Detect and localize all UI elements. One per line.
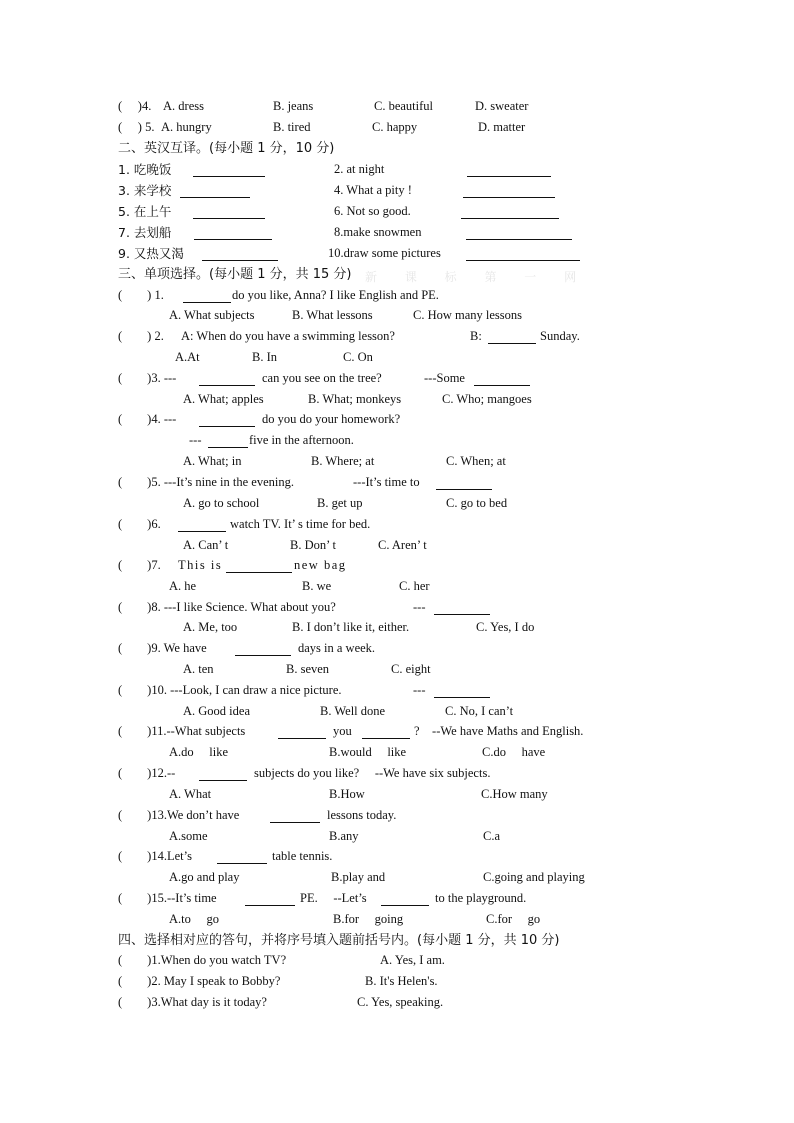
option-a: A. What; apples — [183, 392, 264, 406]
question-text: This is — [178, 558, 223, 572]
question-number: ( )4. — [118, 99, 152, 113]
question-text: five in the afternoon. — [249, 433, 354, 447]
option-a: A. ten — [183, 662, 214, 676]
answer-blank[interactable] — [217, 849, 267, 864]
question-number: ( ) 1. — [118, 288, 164, 302]
question-text: lessons today. — [327, 808, 397, 822]
answer-blank[interactable] — [208, 433, 248, 448]
answer-blank[interactable] — [193, 162, 265, 177]
answer-blank[interactable] — [199, 371, 255, 386]
question-text: --- — [189, 433, 202, 447]
option-b: B. Don’ t — [290, 538, 336, 552]
matching-answer: A. Yes, I am. — [380, 953, 445, 967]
question-text: watch TV. It’ s time for bed. — [230, 517, 371, 531]
option-b: B. tired — [273, 120, 311, 134]
option-c: C. beautiful — [374, 99, 434, 113]
option-a: A.to go — [169, 912, 220, 926]
option-a: A. he — [169, 579, 197, 593]
matching-question: ( )1.When do you watch TV? — [118, 953, 287, 967]
question-number: ( )4. --- — [118, 412, 177, 426]
question-number: ( )10. ---Look, I can draw a nice picture. — [118, 683, 342, 697]
option-a: A.At — [175, 350, 200, 364]
option-b: B. What lessons — [292, 308, 373, 322]
answer-blank[interactable] — [245, 891, 295, 906]
translation-item: 4. What a pity ! — [334, 183, 412, 197]
option-b: B.any — [329, 829, 359, 843]
option-b: B.would like — [329, 745, 407, 759]
option-c: C. go to bed — [446, 496, 508, 510]
option-a: A. dress — [163, 99, 204, 113]
answer-blank[interactable] — [278, 724, 326, 739]
question-text: new bag — [294, 558, 347, 572]
option-c: C.a — [483, 829, 501, 843]
answer-blank[interactable] — [226, 558, 292, 573]
option-c: C. On — [343, 350, 373, 364]
option-d: D. matter — [478, 120, 526, 134]
question-text: ---Some — [424, 371, 465, 385]
question-number: ( )5. ---It’s nine in the evening. — [118, 475, 294, 489]
question-text: do you like, Anna? I like English and PE. — [232, 288, 439, 302]
question-text: do you do your homework? — [262, 412, 401, 426]
answer-blank[interactable] — [434, 683, 490, 698]
option-a: A. hungry — [161, 120, 212, 134]
option-a: A. Good idea — [183, 704, 250, 718]
question-number: ( )6. — [118, 517, 161, 531]
option-b: B. jeans — [273, 99, 314, 113]
answer-blank[interactable] — [180, 183, 250, 198]
option-c: C. eight — [391, 662, 431, 676]
answer-blank[interactable] — [474, 371, 530, 386]
question-text: can you see on the tree? — [262, 371, 382, 385]
answer-blank[interactable] — [194, 225, 272, 240]
option-b: B. Well done — [320, 704, 386, 718]
question-number: ( )11.--What subjects — [118, 724, 246, 738]
question-number: ( )14.Let’s — [118, 849, 192, 863]
option-c: C. How many lessons — [413, 308, 523, 322]
question-number: ( )15.--It’s time — [118, 891, 217, 905]
option-c: C. When; at — [446, 454, 506, 468]
translation-item: 9. 又热又渴 — [118, 246, 184, 261]
option-b: B. I don’t like it, either. — [292, 620, 410, 634]
answer-blank[interactable] — [466, 225, 572, 240]
watermark: 新 课 标 第 一 网 — [365, 270, 589, 284]
option-b: B. Where; at — [311, 454, 375, 468]
option-b: B.play and — [331, 870, 386, 884]
answer-blank[interactable] — [434, 600, 490, 615]
option-c: C. her — [399, 579, 430, 593]
option-a: A.some — [169, 829, 208, 843]
answer-blank[interactable] — [183, 288, 231, 303]
answer-blank[interactable] — [463, 183, 555, 198]
translation-item: 7. 去划船 — [118, 225, 172, 240]
option-c: C. Yes, I do — [476, 620, 535, 634]
matching-answer: B. It's Helen's. — [365, 974, 438, 988]
answer-blank[interactable] — [488, 329, 536, 344]
question-text: to the playground. — [435, 891, 527, 905]
answer-blank[interactable] — [467, 162, 551, 177]
question-number: ( )8. ---I like Science. What about you? — [118, 600, 336, 614]
question-number: ( ) 2. — [118, 329, 164, 343]
section-heading: 三、单项选择。(每小题 1 分，共 15 分) — [118, 267, 352, 282]
answer-blank[interactable] — [381, 891, 429, 906]
option-a: A.do like — [169, 745, 229, 759]
option-a: A. What; in — [183, 454, 242, 468]
answer-blank[interactable] — [199, 766, 247, 781]
question-text: A: When do you have a swimming lesson? — [181, 329, 395, 343]
option-c: C.going and playing — [483, 870, 585, 884]
answer-blank[interactable] — [461, 204, 559, 219]
answer-blank[interactable] — [436, 475, 492, 490]
option-c: C. Aren’ t — [378, 538, 427, 552]
matching-question: ( )2. May I speak to Bobby? — [118, 974, 281, 988]
option-c: C. Who; mangoes — [442, 392, 532, 406]
question-number: ( ) 5. — [118, 120, 155, 134]
option-c: C. No, I can’t — [445, 704, 514, 718]
answer-blank[interactable] — [466, 246, 580, 261]
answer-blank[interactable] — [362, 724, 410, 739]
translation-item: 2. at night — [334, 162, 385, 176]
option-b: B.for going — [333, 912, 404, 926]
option-a: A. What subjects — [169, 308, 255, 322]
question-number: ( )3. --- — [118, 371, 177, 385]
option-a: A. Me, too — [183, 620, 238, 634]
question-number: ( )12.-- — [118, 766, 176, 780]
question-text: ? --We have Maths and English. — [414, 724, 584, 738]
matching-question: ( )3.What day is it today? — [118, 995, 267, 1009]
answer-blank[interactable] — [178, 517, 226, 532]
option-c: C.for go — [486, 912, 541, 926]
option-b: B. seven — [286, 662, 330, 676]
option-b: B. get up — [317, 496, 363, 510]
section-heading: 四、选择相对应的答句，并将序号填入题前括号内。(每小题 1 分，共 10 分) — [118, 933, 560, 948]
option-b: B.How — [329, 787, 365, 801]
question-text: PE. --Let’s — [300, 891, 367, 905]
answer-blank[interactable] — [235, 641, 291, 656]
option-a: A. What — [169, 787, 212, 801]
translation-item: 6. Not so good. — [334, 204, 411, 218]
section-heading: 二、英汉互译。(每小题 1 分，10 分) — [118, 141, 335, 156]
question-text: ---It’s time to — [353, 475, 420, 489]
option-a: A.go and play — [169, 870, 240, 884]
question-text: subjects do you like? --We have six subjects. — [254, 766, 491, 780]
option-a: A. go to school — [183, 496, 260, 510]
answer-blank[interactable] — [193, 204, 265, 219]
answer-blank[interactable] — [270, 808, 320, 823]
option-a: A. Can’ t — [183, 538, 229, 552]
translation-item: 8.make snowmen — [334, 225, 422, 239]
question-number: ( )7. — [118, 558, 161, 572]
question-text: B: — [470, 329, 482, 343]
question-number: ( )13.We don’t have — [118, 808, 240, 822]
question-text: days in a week. — [298, 641, 376, 655]
option-c: C. happy — [372, 120, 418, 134]
question-text: Sunday. — [540, 329, 580, 343]
option-b: B. In — [252, 350, 277, 364]
question-text: --- — [413, 683, 426, 697]
question-text: table tennis. — [272, 849, 333, 863]
option-b: B. What; monkeys — [308, 392, 402, 406]
option-d: D. sweater — [475, 99, 529, 113]
translation-item: 10.draw some pictures — [328, 246, 441, 260]
matching-answer: C. Yes, speaking. — [357, 995, 444, 1009]
translation-item: 1. 吃晚饭 — [118, 162, 172, 177]
option-b: B. we — [302, 579, 332, 593]
translation-item: 5. 在上午 — [118, 204, 172, 219]
question-number: ( )9. We have — [118, 641, 207, 655]
option-c: C.do have — [482, 745, 546, 759]
answer-blank[interactable] — [202, 246, 278, 261]
translation-item: 3. 来学校 — [118, 183, 172, 198]
option-c: C.How many — [481, 787, 548, 801]
question-text: --- — [413, 600, 426, 614]
question-text: you — [333, 724, 352, 738]
answer-blank[interactable] — [199, 412, 255, 427]
